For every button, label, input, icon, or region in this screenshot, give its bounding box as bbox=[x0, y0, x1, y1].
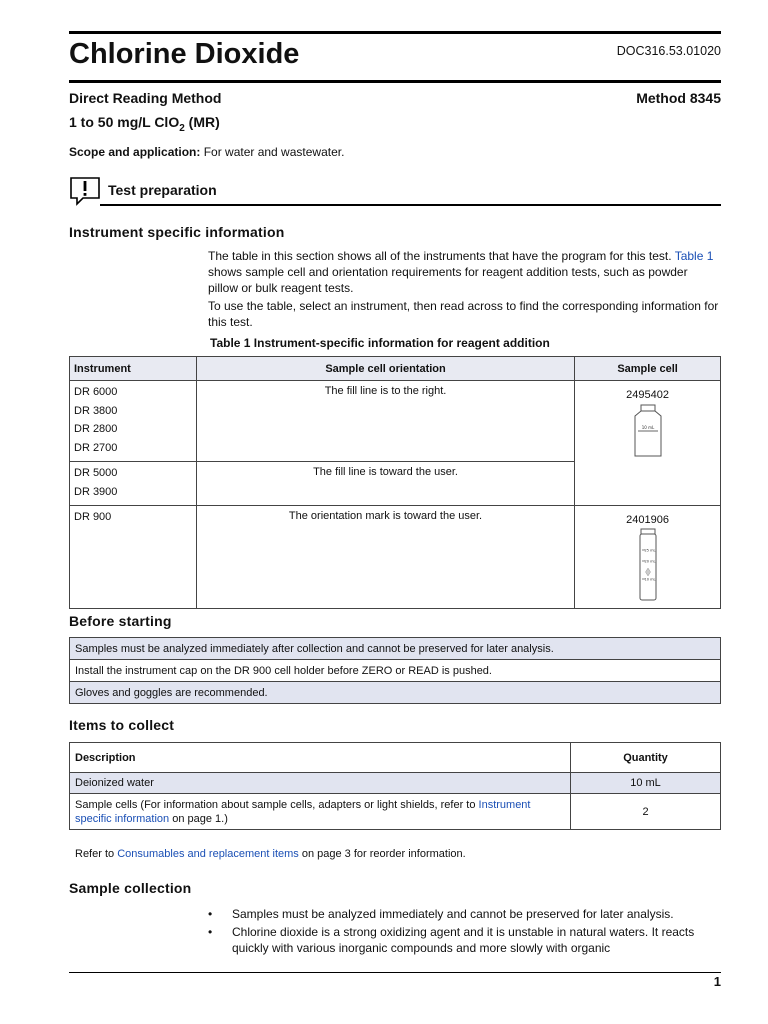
table-row: Sample cells (For information about sample cells, adapters or light shields, refer to Instrument specific information on page 1.) 2 bbox=[70, 794, 721, 830]
range-subtitle: 1 to 50 mg/L ClO$_2$ (MR) bbox=[69, 114, 220, 134]
caution-icon bbox=[69, 176, 101, 206]
reorder-note: Refer to Consumables and replacement items on page 3 for reorder information. bbox=[75, 848, 466, 860]
before-starting-table bbox=[69, 637, 721, 704]
col-quantity: Quantity bbox=[571, 743, 721, 773]
svg-text:10 mL: 10 mL bbox=[644, 577, 656, 582]
cell-fill-label: 10 mL bbox=[641, 425, 654, 430]
list-item: • Samples must be analyzed immediately and cannot be preserved for later analysis. bbox=[208, 906, 720, 922]
consumables-link[interactable]: Consumables and replacement items bbox=[117, 848, 299, 860]
table1-caption: Table 1 Instrument-specific information for reagent addition bbox=[210, 336, 550, 350]
items-to-collect-table bbox=[69, 742, 721, 830]
svg-text:25 mL: 25 mL bbox=[644, 548, 656, 553]
sample-cell-2 bbox=[575, 506, 721, 609]
col-orientation: Sample cell orientation bbox=[196, 357, 574, 381]
instrument-cell: DR 6000 DR 3800 DR 2800 DR 2700 bbox=[70, 381, 197, 462]
table-row: Deionized water 10 mL bbox=[70, 773, 721, 794]
title-rule bbox=[69, 80, 721, 83]
before-starting-heading: Before starting bbox=[69, 613, 172, 629]
list-item: • Chlorine dioxide is a strong oxidizing agent and it is unstable in natural waters. It reacts quickly with various inorganic compounds and more slowly with organic bbox=[208, 924, 720, 956]
top-rule bbox=[69, 31, 721, 34]
col-instrument: Instrument bbox=[70, 357, 197, 381]
instrument-info-link[interactable]: Instrument specific information bbox=[75, 798, 531, 825]
table-header-row bbox=[70, 743, 721, 773]
svg-text:20 mL: 20 mL bbox=[644, 559, 656, 564]
orientation-cell: The orientation mark is toward the user. bbox=[196, 506, 574, 609]
page-number: 1 bbox=[713, 974, 721, 989]
instrument-info-para1: The table in this section shows all of the instruments that have the program for this test. Table 1 shows sample cell and orientation requirements for reagent addition tests, such as powder pillow or bulk reagent tests. bbox=[208, 249, 714, 295]
instrument-cell: DR 900 bbox=[70, 506, 197, 609]
instrument-table bbox=[69, 356, 721, 609]
instrument-info-heading: Instrument specific information bbox=[69, 224, 285, 240]
table-row bbox=[70, 506, 721, 609]
col-sample-cell: Sample cell bbox=[575, 357, 721, 381]
table-row bbox=[70, 381, 721, 462]
instrument-cell: DR 5000 DR 3900 bbox=[70, 462, 197, 506]
test-preparation-title: Test preparation bbox=[108, 182, 217, 198]
sample-cell-1 bbox=[575, 381, 721, 506]
table-row: Gloves and goggles are recommended. bbox=[70, 682, 721, 704]
sample-cell-part-number: 2401906 bbox=[626, 514, 669, 526]
page-title: Chlorine Dioxide bbox=[69, 38, 300, 70]
table1-link[interactable]: Table 1 bbox=[674, 249, 714, 263]
items-to-collect-heading: Items to collect bbox=[69, 717, 175, 733]
orientation-cell: The fill line is toward the user. bbox=[196, 462, 574, 506]
prep-rule bbox=[100, 204, 721, 206]
footer-rule bbox=[69, 972, 721, 973]
table-row: Samples must be analyzed immediately after collection and cannot be preserved for later analysis. bbox=[70, 638, 721, 660]
method-number: Method 8345 bbox=[636, 90, 721, 106]
sample-collection-heading: Sample collection bbox=[69, 880, 192, 896]
orientation-cell: The fill line is to the right. bbox=[196, 381, 574, 462]
round-cell-icon bbox=[633, 528, 663, 602]
scope-text: Scope and application: For water and wastewater. bbox=[69, 145, 345, 159]
method-subtitle: Direct Reading Method bbox=[69, 90, 222, 106]
square-cell-icon bbox=[631, 404, 665, 458]
instrument-info-para2: To use the table, select an instrument, then read across to find the corresponding information for this test. bbox=[208, 299, 719, 329]
col-description: Description bbox=[70, 743, 571, 773]
table-row: Install the instrument cap on the DR 900 cell holder before ZERO or READ is pushed. bbox=[70, 660, 721, 682]
sample-collection-list bbox=[208, 906, 720, 958]
doc-number: DOC316.53.01020 bbox=[616, 44, 721, 58]
sample-cell-part-number: 2495402 bbox=[626, 389, 669, 401]
